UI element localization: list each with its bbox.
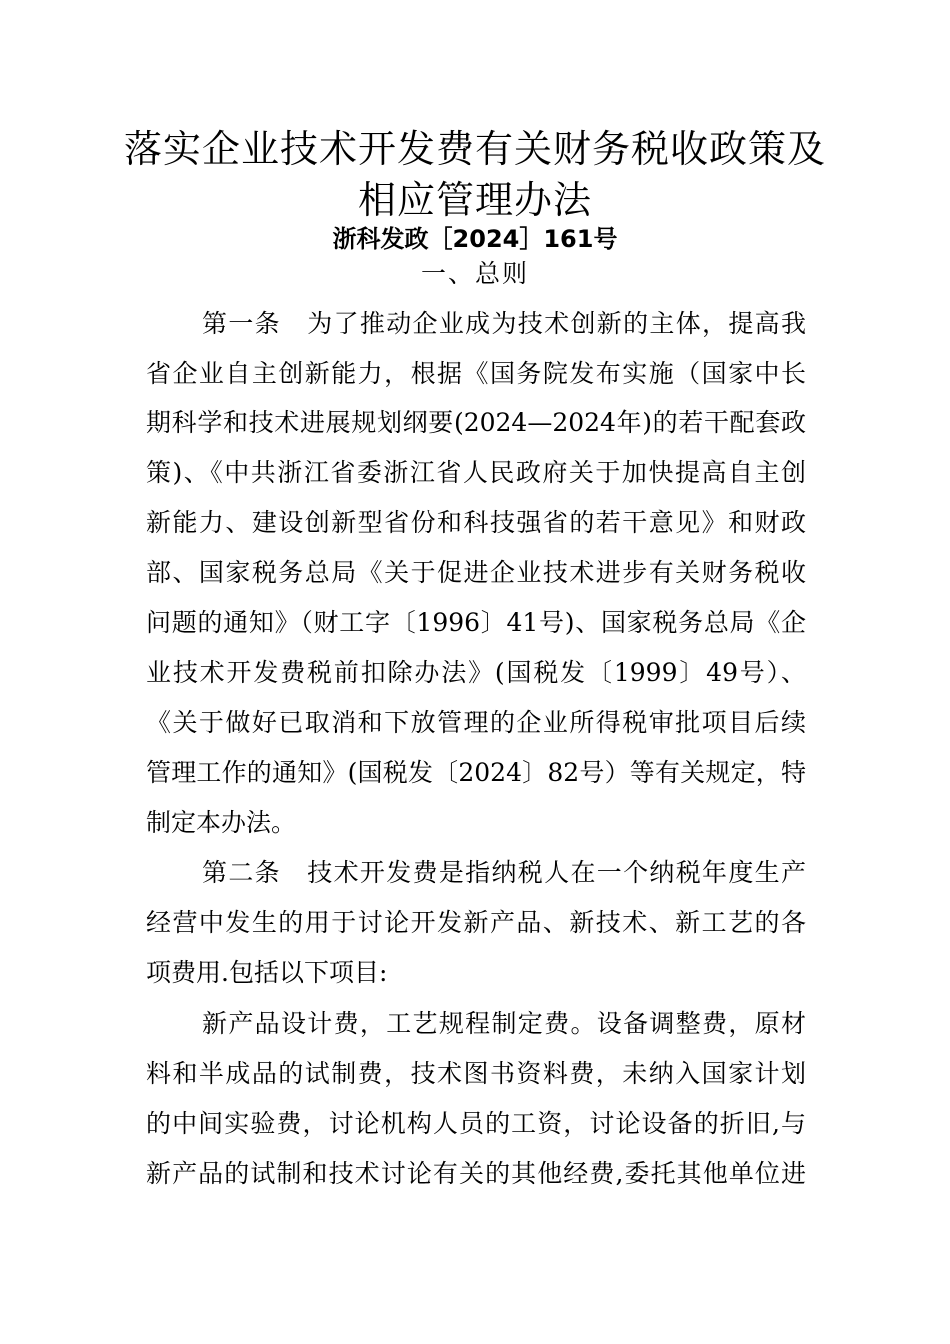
article-1-line-6: 部、国家税务总局《关于促进企业技术进步有关财务税收 [146,558,806,587]
document-title-line-2: 相应管理办法 [357,178,592,222]
article-2-items-line-1: 新产品设计费，工艺规程制定费。设备调整费，原材 [202,1009,806,1038]
article-1-line-3: 期科学和技术进展规划纲要(2024—2024年)的若干配套政 [146,408,806,437]
article-1-line-4: 策)、《中共浙江省委浙江省人民政府关于加快提高自主创 [146,458,806,487]
article-1-line-2: 省企业自主创新能力，根据《国务院发布实施（国家中长 [146,359,806,388]
article-1-line-7: 问题的通知》（财工字〔1996〕41号)、国家税务总局《企 [146,608,806,637]
article-2-items-line-3: 的中间实验费，讨论机构人员的工资，讨论设备的折旧,与 [146,1109,806,1138]
document-number: 浙科发政［2024］161号 [332,225,618,253]
article-1-line-9: 《关于做好已取消和下放管理的企业所得税审批项目后续 [146,708,806,737]
article-1-line-10: 管理工作的通知》(国税发〔2024〕82号）等有关规定，特 [146,758,806,787]
article-2-line-1: 第二条 技术开发费是指纳税人在一个纳税年度生产 [202,858,806,887]
article-2-line-2: 经营中发生的用于讨论开发新产品、新技术、新工艺的各 [146,908,806,937]
article-1-line-11: 制定本办法。 [146,808,297,837]
article-2-items-line-4: 新产品的试制和技术讨论有关的其他经费,委托其他单位进 [146,1159,806,1188]
article-2-line-3: 项费用.包括以下项目: [146,958,388,987]
section-heading: 一、总则 [420,259,529,288]
article-2-items-line-2: 料和半成品的试制费，技术图书资料费，未纳入国家计划 [146,1059,806,1088]
document-title-line-1: 落实企业技术开发费有关财务税收政策及 [123,127,826,171]
article-1-line-1: 第一条 为了推动企业成为技术创新的主体，提高我 [202,309,806,338]
article-1-line-8: 业技术开发费税前扣除办法》(国税发〔1999〕49号）、 [146,658,806,687]
article-1-line-5: 新能力、建设创新型省份和科技强省的若干意见》和财政 [146,508,806,537]
